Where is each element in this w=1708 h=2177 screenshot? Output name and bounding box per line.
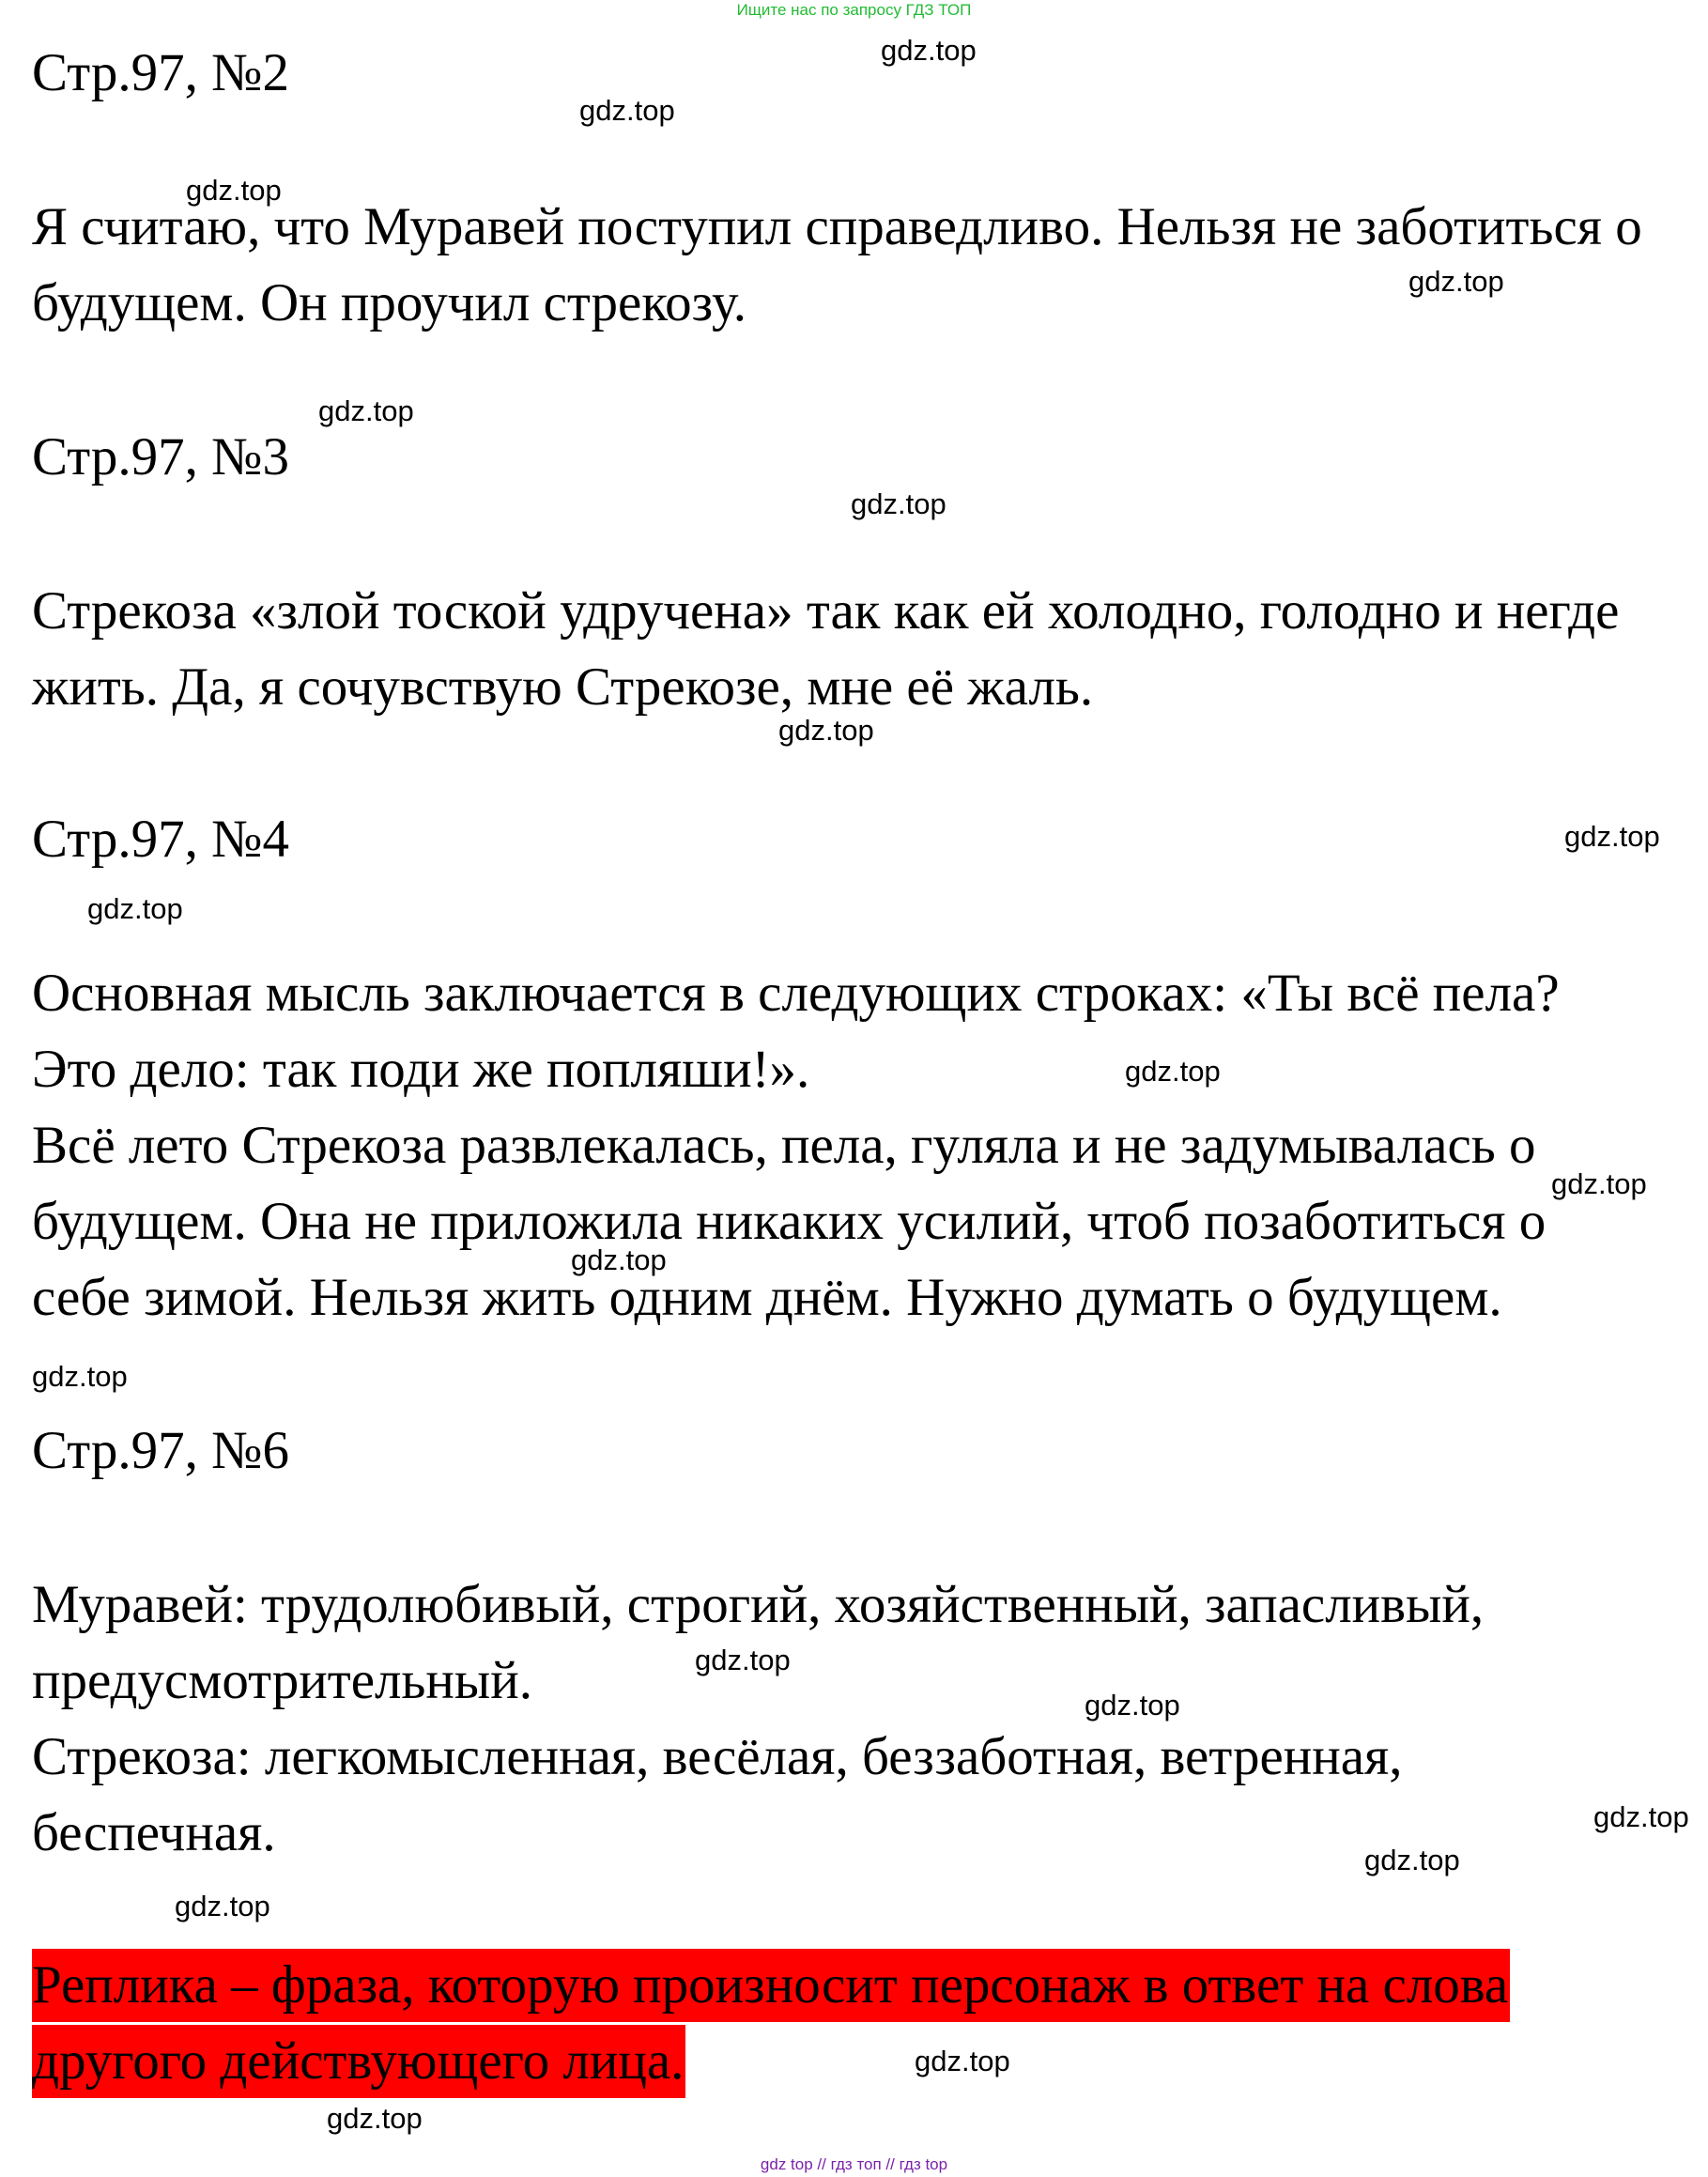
answer-line: будущем. Она не приложила никаких усилий, чтоб позаботиться о	[32, 1192, 1546, 1251]
answer-line: беспечная.	[32, 1803, 276, 1862]
footer: gdz top // гдз топ // гдз top	[760, 2155, 948, 2173]
highlight-line: другого действующего лица.	[32, 2025, 685, 2098]
top-banner: Ищите нас по запросу ГДЗ ТОП	[736, 1, 972, 19]
section-title-97-2: Стр.97, №2	[32, 43, 290, 102]
watermark: gdz.top	[318, 394, 414, 427]
section-answer-97-3	[32, 573, 1703, 725]
watermark: gdz.top	[87, 892, 183, 925]
answer-line: жить. Да, я сочувствую Стрекозе, мне её жаль.	[32, 657, 1094, 717]
watermark: gdz.top	[778, 714, 874, 747]
watermark: gdz.top	[1551, 1167, 1647, 1200]
watermark: gdz.top	[881, 34, 977, 67]
section-title-97-4: Стр.97, №4	[32, 810, 290, 869]
highlight-line: Реплика – фраза, которую произносит персонаж в ответ на слова	[32, 1949, 1510, 2022]
highlighted-definition	[32, 1947, 1703, 2099]
answer-line: предусмотрительный.	[32, 1651, 532, 1710]
answer-line: Я считаю, что Муравей поступил справедливо. Нельзя не заботиться о	[32, 197, 1642, 256]
answer-line: Муравей: трудолюбивый, строгий, хозяйственный, запасливый,	[32, 1575, 1485, 1634]
answer-line: Стрекоза: легкомысленная, весёлая, беззаботная, ветренная,	[32, 1727, 1403, 1786]
answer-line: будущем. Он проучил стрекозу.	[32, 273, 746, 332]
section-answer-97-6	[32, 1567, 1703, 1871]
watermark: gdz.top	[851, 487, 946, 520]
watermark: gdz.top	[695, 1644, 791, 1676]
watermark: gdz.top	[1564, 820, 1660, 853]
watermark: gdz.top	[186, 174, 282, 207]
answer-line: Это дело: так поди же попляши!».	[32, 1040, 810, 1099]
section-answer-97-4	[32, 955, 1703, 1336]
watermark: gdz.top	[1125, 1055, 1221, 1088]
watermark: gdz.top	[1408, 265, 1504, 298]
answer-line: себе зимой. Нельзя жить одним днём. Нужно думать о будущем.	[32, 1268, 1502, 1327]
section-title-97-6: Стр.97, №6	[32, 1421, 290, 1480]
watermark: gdz.top	[915, 2045, 1010, 2077]
answer-line: Всё лето Стрекоза развлекалась, пела, гуляла и не задумывалась о	[32, 1116, 1536, 1175]
watermark: gdz.top	[571, 1243, 667, 1276]
section-title-97-3: Стр.97, №3	[32, 427, 290, 486]
answer-line: Стрекоза «злой тоской удручена» так как ей холодно, голодно и негде	[32, 581, 1620, 641]
watermark: gdz.top	[1085, 1689, 1180, 1722]
watermark: gdz.top	[175, 1890, 270, 1922]
watermark: gdz.top	[579, 94, 675, 127]
watermark: gdz.top	[1593, 1800, 1689, 1833]
watermark: gdz.top	[32, 1360, 128, 1393]
watermark: gdz.top	[327, 2102, 423, 2135]
answer-line: Основная мысль заключается в следующих строках: «Ты всё пела?	[32, 964, 1560, 1023]
watermark: gdz.top	[1364, 1844, 1460, 1876]
